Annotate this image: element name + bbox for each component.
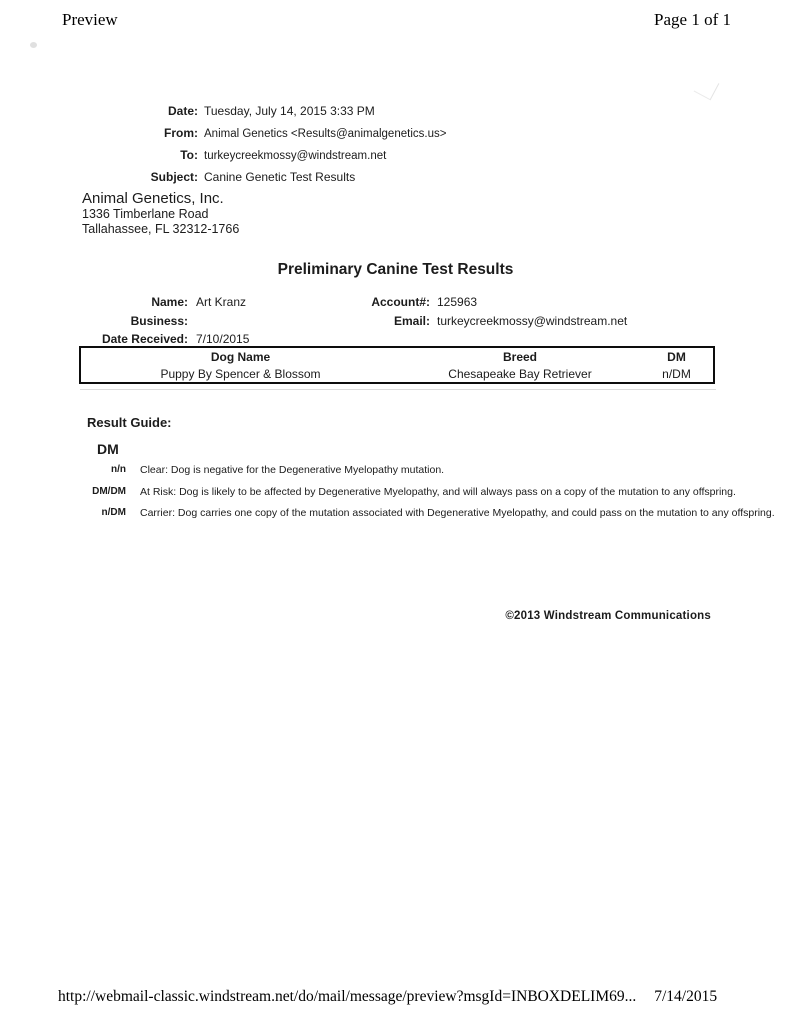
email-value: turkeycreekmossy@windstream.net — [437, 313, 628, 328]
test-results-table — [79, 346, 715, 384]
email-header-row-date — [80, 104, 446, 118]
print-footer-url: http://webmail-classic.windstream.net/do/mail/message/preview?msgId=INBOXDELIM69... — [58, 988, 637, 1005]
cell-breed: Chesapeake Bay Retriever — [448, 366, 592, 381]
column-header-breed: Breed — [502, 349, 537, 364]
email-label: Email: — [393, 313, 430, 328]
copyright-notice: ©2013 Windstream Communications — [505, 610, 711, 622]
customer-fields-block — [80, 295, 714, 351]
scan-ghost-line — [80, 389, 716, 390]
email-header-row-from — [80, 126, 446, 140]
to-value: turkeycreekmossy@windstream.net — [204, 150, 387, 162]
guide-description-carrier: Carrier: Dog carries one copy of the mutation associated with Degenerative Myelopathy, and could pass on the mutation to any offspring. — [140, 507, 775, 519]
date-received-label: Date Received: — [101, 332, 188, 346]
from-value: Animal Genetics <Results@animalgenetics.us> — [204, 128, 447, 140]
table-row — [80, 365, 714, 383]
to-label: To: — [180, 148, 198, 162]
guide-description-at-risk: At Risk: Dog is likely to be affected by Degenerative Myelopathy, and will always pass on a copy of the mutation to any offspring. — [140, 485, 736, 498]
cell-dog-name: Puppy By Spencer & Blossom — [160, 366, 321, 381]
guide-entry-carrier — [80, 505, 775, 527]
fields-row-2 — [80, 314, 714, 333]
fields-row-1 — [80, 295, 714, 314]
print-footer — [58, 988, 717, 1006]
guide-entry-at-risk — [80, 484, 736, 506]
account-value: 125963 — [437, 295, 478, 309]
print-header-title: Preview — [62, 10, 118, 29]
guide-code-nn: n/n — [111, 464, 126, 475]
column-header-dog-name: Dog Name — [210, 349, 271, 364]
guide-code-ndm: n/DM — [101, 507, 126, 518]
subject-value: Canine Genetic Test Results — [204, 170, 356, 184]
from-label: From: — [164, 126, 198, 140]
result-guide-test-name: DM — [97, 441, 119, 457]
result-guide-entries — [80, 462, 775, 527]
account-label: Account#: — [371, 295, 430, 309]
guide-description-clear: Clear: Dog is negative for the Degenerative Myelopathy mutation. — [140, 464, 445, 476]
sender-address-block — [82, 190, 239, 237]
report-title: Preliminary Canine Test Results — [277, 261, 514, 278]
sender-city-state-zip: Tallahassee, FL 32312-1766 — [82, 222, 240, 236]
email-header-row-to — [80, 148, 446, 162]
guide-code-dmdm: DM/DM — [92, 485, 126, 497]
date-value: Tuesday, July 14, 2015 3:33 PM — [204, 104, 375, 118]
print-header-page-number: Page 1 of 1 — [654, 10, 731, 29]
date-label: Date: — [167, 104, 198, 118]
sender-company-name: Animal Genetics, Inc. — [82, 190, 224, 207]
name-value: Art Kranz — [196, 295, 247, 309]
table-header-row — [80, 347, 714, 365]
guide-entry-clear — [80, 462, 720, 484]
business-label: Business: — [130, 313, 188, 328]
email-header-row-subject — [80, 170, 446, 184]
name-label: Name: — [151, 295, 188, 309]
scan-artifact-smudge — [694, 75, 720, 101]
cell-dm-result: n/DM — [662, 366, 691, 381]
scan-artifact-dot — [30, 42, 37, 48]
column-header-dm: DM — [667, 349, 686, 364]
email-header-block — [80, 104, 446, 192]
date-received-value: 7/10/2015 — [196, 332, 250, 346]
print-footer-date: 7/14/2015 — [654, 988, 718, 1005]
result-guide-heading: Result Guide: — [87, 415, 172, 430]
sender-street: 1336 Timberlane Road — [82, 207, 209, 221]
subject-label: Subject: — [150, 170, 198, 184]
